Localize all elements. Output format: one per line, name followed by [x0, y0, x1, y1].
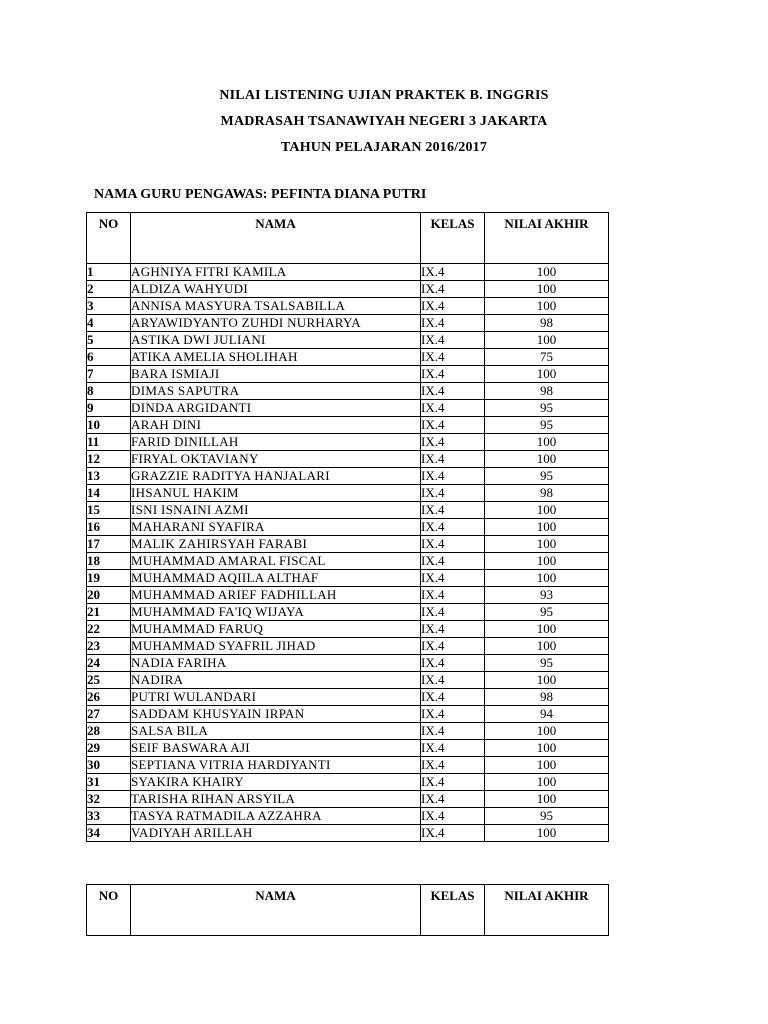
header-nama: NAMA — [131, 213, 421, 264]
row-kelas: IX.4 — [421, 655, 485, 672]
row-kelas: IX.4 — [421, 315, 485, 332]
row-no: 22 — [87, 621, 131, 638]
scores-table — [86, 212, 609, 842]
row-no: 20 — [87, 587, 131, 604]
table-row — [87, 706, 609, 723]
row-nama: BARA ISMIAJI — [131, 366, 421, 383]
table-row — [87, 689, 609, 706]
row-no: 23 — [87, 638, 131, 655]
row-kelas: IX.4 — [421, 604, 485, 621]
row-no: 30 — [87, 757, 131, 774]
row-kelas: IX.4 — [421, 621, 485, 638]
row-nilai: 98 — [485, 315, 609, 332]
row-nama: AGHNIYA FITRI KAMILA — [131, 264, 421, 281]
row-no: 18 — [87, 553, 131, 570]
header-no: NO — [87, 213, 131, 264]
row-no: 28 — [87, 723, 131, 740]
table-row — [87, 417, 609, 434]
table-row — [87, 825, 609, 842]
row-kelas: IX.4 — [421, 485, 485, 502]
row-nilai: 100 — [485, 740, 609, 757]
row-kelas: IX.4 — [421, 383, 485, 400]
header-kelas: KELAS — [421, 213, 485, 264]
row-kelas: IX.4 — [421, 638, 485, 655]
row-no: 15 — [87, 502, 131, 519]
row-nilai: 100 — [485, 621, 609, 638]
row-no: 27 — [87, 706, 131, 723]
table-row — [87, 349, 609, 366]
row-nilai: 100 — [485, 723, 609, 740]
table-row — [87, 723, 609, 740]
header-nama: NAMA — [131, 885, 421, 936]
table-row — [87, 400, 609, 417]
row-nilai: 100 — [485, 553, 609, 570]
row-nama: DIMAS SAPUTRA — [131, 383, 421, 400]
row-kelas: IX.4 — [421, 825, 485, 842]
row-nama: SEIF BASWARA AJI — [131, 740, 421, 757]
row-nama: MUHAMMAD FA'IQ WIJAYA — [131, 604, 421, 621]
row-no: 1 — [87, 264, 131, 281]
table-body — [87, 264, 609, 842]
row-nama: ASTIKA DWI JULIANI — [131, 332, 421, 349]
row-kelas: IX.4 — [421, 536, 485, 553]
row-nama: IHSANUL HAKIM — [131, 485, 421, 502]
row-kelas: IX.4 — [421, 468, 485, 485]
row-nama: ISNI ISNAINI AZMI — [131, 502, 421, 519]
table-row — [87, 638, 609, 655]
row-no: 4 — [87, 315, 131, 332]
row-nama: MAHARANI SYAFIRA — [131, 519, 421, 536]
academic-year: TAHUN PELAJARAN 2016/2017 — [280, 140, 488, 155]
row-kelas: IX.4 — [421, 689, 485, 706]
row-kelas: IX.4 — [421, 774, 485, 791]
row-nilai: 95 — [485, 417, 609, 434]
row-kelas: IX.4 — [421, 451, 485, 468]
row-no: 3 — [87, 298, 131, 315]
row-no: 12 — [87, 451, 131, 468]
header-kelas: KELAS — [421, 885, 485, 936]
table-row — [87, 468, 609, 485]
row-nama: SADDAM KHUSYAIN IRPAN — [131, 706, 421, 723]
row-no: 29 — [87, 740, 131, 757]
row-kelas: IX.4 — [421, 570, 485, 587]
row-kelas: IX.4 — [421, 281, 485, 298]
row-nama: TARISHA RIHAN ARSYILA — [131, 791, 421, 808]
row-nama: FIRYAL OKTAVIANY — [131, 451, 421, 468]
row-no: 2 — [87, 281, 131, 298]
row-no: 19 — [87, 570, 131, 587]
row-kelas: IX.4 — [421, 791, 485, 808]
row-kelas: IX.4 — [421, 706, 485, 723]
table-row — [87, 587, 609, 604]
table-header-row — [87, 213, 609, 264]
table-row — [87, 553, 609, 570]
table-row — [87, 570, 609, 587]
row-kelas: IX.4 — [421, 757, 485, 774]
school-name: MADRASAH TSANAWIYAH NEGERI 3 JAKARTA — [220, 114, 548, 129]
table-row — [87, 366, 609, 383]
row-no: 33 — [87, 808, 131, 825]
row-nilai: 95 — [485, 400, 609, 417]
row-kelas: IX.4 — [421, 366, 485, 383]
table-row — [87, 757, 609, 774]
row-nilai: 100 — [485, 366, 609, 383]
row-nama: VADIYAH ARILLAH — [131, 825, 421, 842]
row-nilai: 94 — [485, 706, 609, 723]
row-nama: MUHAMMAD AMARAL FISCAL — [131, 553, 421, 570]
row-nilai: 100 — [485, 672, 609, 689]
table-row — [87, 281, 609, 298]
table-row — [87, 672, 609, 689]
row-nama: MALIK ZAHIRSYAH FARABI — [131, 536, 421, 553]
row-nama: TASYA RATMADILA AZZAHRA — [131, 808, 421, 825]
row-nilai: 100 — [485, 451, 609, 468]
header-nilai-akhir: NILAI AKHIR — [485, 213, 609, 264]
row-nilai: 95 — [485, 808, 609, 825]
table-row — [87, 774, 609, 791]
row-nama: MUHAMMAD SYAFRIL JIHAD — [131, 638, 421, 655]
row-no: 21 — [87, 604, 131, 621]
row-nilai: 98 — [485, 689, 609, 706]
row-no: 7 — [87, 366, 131, 383]
row-kelas: IX.4 — [421, 808, 485, 825]
row-nilai: 100 — [485, 570, 609, 587]
row-nama: SALSA BILA — [131, 723, 421, 740]
row-nama: ATIKA AMELIA SHOLIHAH — [131, 349, 421, 366]
row-no: 10 — [87, 417, 131, 434]
row-no: 25 — [87, 672, 131, 689]
table-row — [87, 519, 609, 536]
scores-table-continued — [86, 884, 609, 936]
row-no: 6 — [87, 349, 131, 366]
row-kelas: IX.4 — [421, 740, 485, 757]
row-nama: GRAZZIE RADITYA HANJALARI — [131, 468, 421, 485]
row-nilai: 100 — [485, 536, 609, 553]
row-nilai: 100 — [485, 264, 609, 281]
table-row — [87, 655, 609, 672]
row-nama: ARYAWIDYANTO ZUHDI NURHARYA — [131, 315, 421, 332]
row-nilai: 98 — [485, 383, 609, 400]
row-nilai: 100 — [485, 502, 609, 519]
row-no: 24 — [87, 655, 131, 672]
table-row — [87, 298, 609, 315]
row-nama: SEPTIANA VITRIA HARDIYANTI — [131, 757, 421, 774]
row-nilai: 100 — [485, 638, 609, 655]
row-no: 31 — [87, 774, 131, 791]
row-kelas: IX.4 — [421, 400, 485, 417]
row-nama: ANNISA MASYURA TSALSABILLA — [131, 298, 421, 315]
row-nama: NADIA FARIHA — [131, 655, 421, 672]
table-row — [87, 808, 609, 825]
table-row — [87, 434, 609, 451]
row-nilai: 75 — [485, 349, 609, 366]
row-no: 26 — [87, 689, 131, 706]
row-nama: SYAKIRA KHAIRY — [131, 774, 421, 791]
row-nama: DINDA ARGIDANTI — [131, 400, 421, 417]
row-kelas: IX.4 — [421, 332, 485, 349]
row-nilai: 100 — [485, 825, 609, 842]
row-no: 9 — [87, 400, 131, 417]
row-nilai: 100 — [485, 332, 609, 349]
row-nilai: 98 — [485, 485, 609, 502]
table-row — [87, 451, 609, 468]
row-kelas: IX.4 — [421, 502, 485, 519]
table-row — [87, 332, 609, 349]
row-nama: PUTRI WULANDARI — [131, 689, 421, 706]
row-no: 11 — [87, 434, 131, 451]
table-row — [87, 502, 609, 519]
table-row — [87, 536, 609, 553]
table-header-row — [87, 885, 609, 936]
table-row — [87, 383, 609, 400]
row-kelas: IX.4 — [421, 349, 485, 366]
row-nilai: 95 — [485, 655, 609, 672]
row-no: 8 — [87, 383, 131, 400]
table-row — [87, 604, 609, 621]
row-nama: NADIRA — [131, 672, 421, 689]
row-nama: MUHAMMAD ARIEF FADHILLAH — [131, 587, 421, 604]
row-nilai: 100 — [485, 434, 609, 451]
table-row — [87, 791, 609, 808]
row-nama: MUHAMMAD AQIILA ALTHAF — [131, 570, 421, 587]
row-kelas: IX.4 — [421, 553, 485, 570]
row-nama: ARAH DINI — [131, 417, 421, 434]
row-nilai: 100 — [485, 281, 609, 298]
row-nama: FARID DINILLAH — [131, 434, 421, 451]
row-kelas: IX.4 — [421, 519, 485, 536]
table-row — [87, 264, 609, 281]
row-kelas: IX.4 — [421, 264, 485, 281]
row-no: 16 — [87, 519, 131, 536]
row-kelas: IX.4 — [421, 434, 485, 451]
row-kelas: IX.4 — [421, 587, 485, 604]
row-nilai: 100 — [485, 298, 609, 315]
row-no: 5 — [87, 332, 131, 349]
table-row — [87, 315, 609, 332]
row-nilai: 93 — [485, 587, 609, 604]
document-title: NILAI LISTENING UJIAN PRAKTEK B. INGGRIS — [219, 88, 549, 103]
supervisor-name: NAMA GURU PENGAWAS: PEFINTA DIANA PUTRI — [94, 187, 427, 202]
header-no: NO — [87, 885, 131, 936]
row-kelas: IX.4 — [421, 672, 485, 689]
row-nama: MUHAMMAD FARUQ — [131, 621, 421, 638]
row-nilai: 95 — [485, 604, 609, 621]
row-no: 14 — [87, 485, 131, 502]
table-row — [87, 485, 609, 502]
table-row — [87, 740, 609, 757]
header-nilai-akhir: NILAI AKHIR — [485, 885, 609, 936]
row-no: 13 — [87, 468, 131, 485]
row-no: 34 — [87, 825, 131, 842]
row-nilai: 95 — [485, 468, 609, 485]
row-kelas: IX.4 — [421, 723, 485, 740]
row-nilai: 100 — [485, 757, 609, 774]
row-nilai: 100 — [485, 791, 609, 808]
row-nilai: 100 — [485, 519, 609, 536]
row-no: 32 — [87, 791, 131, 808]
table-row — [87, 621, 609, 638]
row-kelas: IX.4 — [421, 298, 485, 315]
row-no: 17 — [87, 536, 131, 553]
row-kelas: IX.4 — [421, 417, 485, 434]
row-nama: ALDIZA WAHYUDI — [131, 281, 421, 298]
row-nilai: 100 — [485, 774, 609, 791]
